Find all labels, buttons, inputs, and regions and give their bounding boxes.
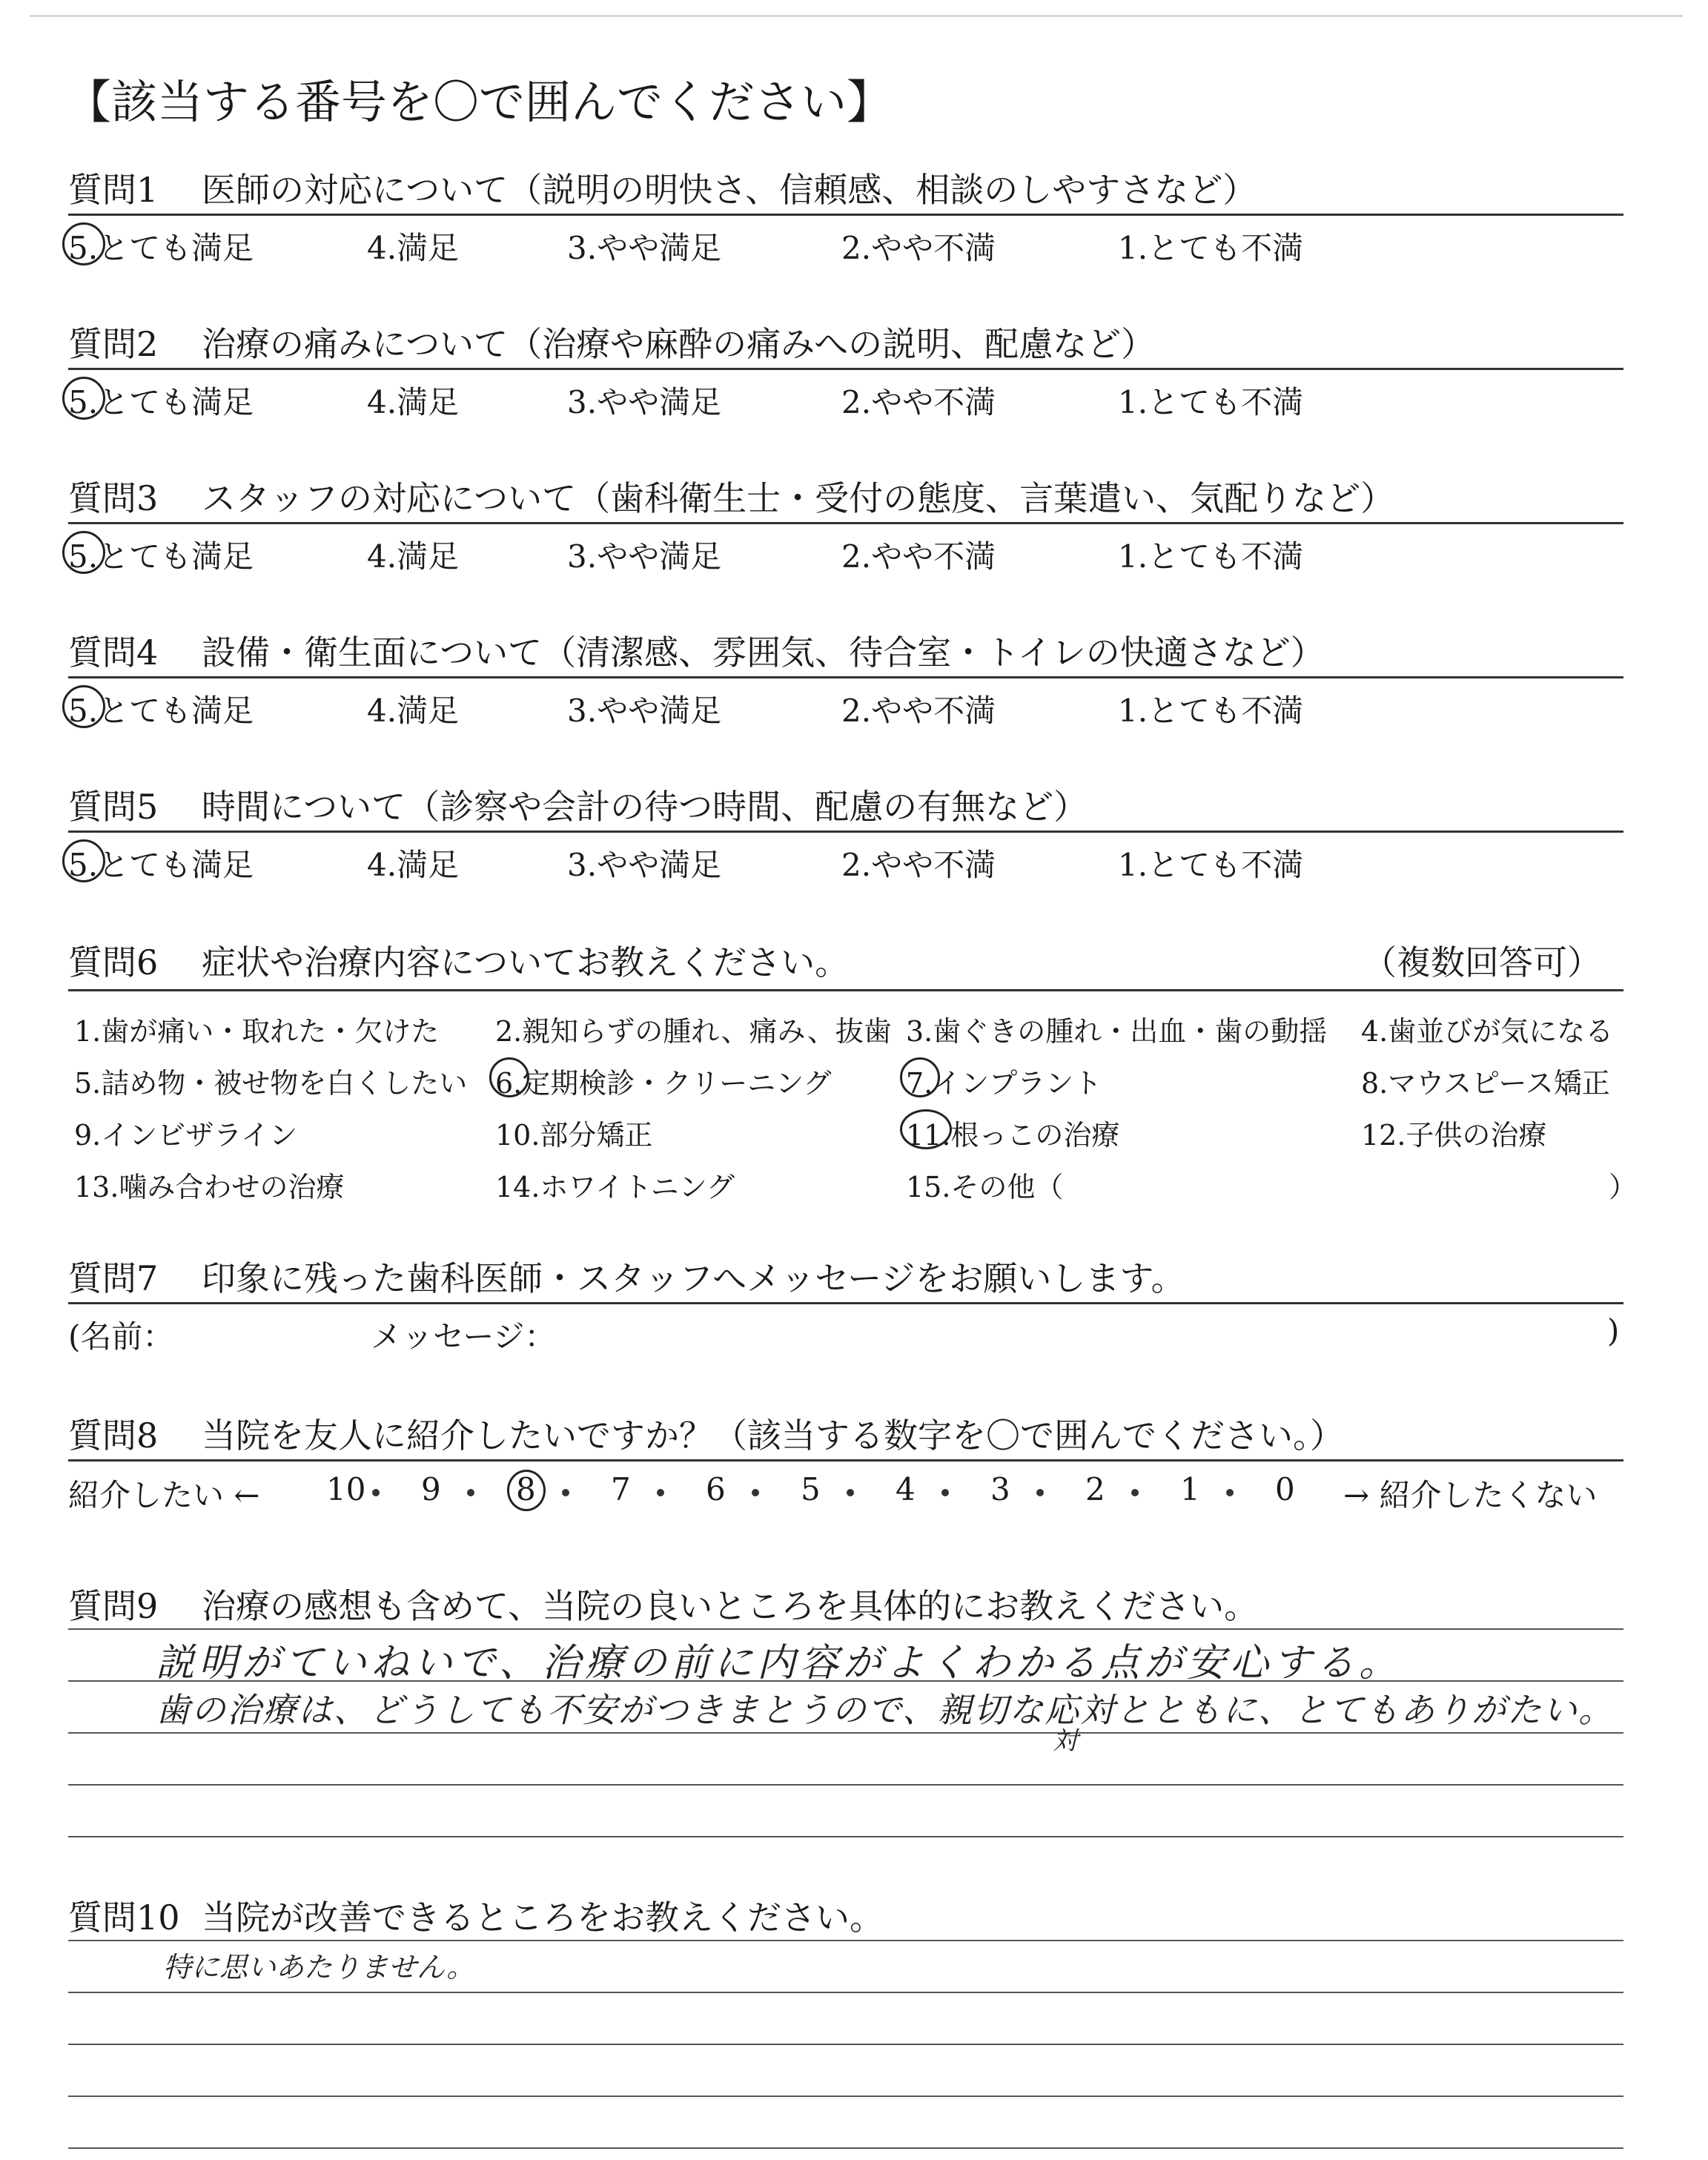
q5-option-4[interactable]: 4.満足 bbox=[367, 847, 460, 883]
q6-other-close: ） bbox=[1609, 1171, 1638, 1203]
q8-scale-7[interactable]: 7 bbox=[611, 1471, 631, 1507]
q9-line-0 bbox=[68, 1628, 1623, 1630]
q3-option-5[interactable]: 5.とても満足 bbox=[68, 538, 254, 575]
q8-scale-separator bbox=[1131, 1489, 1139, 1496]
q2-selected-circle bbox=[62, 377, 105, 420]
q9-line-4 bbox=[68, 1836, 1623, 1837]
q4-option-2[interactable]: 2.やや不満 bbox=[841, 693, 996, 729]
q8-number: 質問8 bbox=[68, 1416, 159, 1456]
q8-scale-9[interactable]: 9 bbox=[421, 1471, 441, 1507]
q8-scale-6[interactable]: 6 bbox=[706, 1471, 726, 1507]
q6-note: （複数回答可） bbox=[1363, 942, 1601, 982]
q8-scale-2[interactable]: 2 bbox=[1085, 1471, 1105, 1507]
q3-title bbox=[68, 472, 1394, 521]
q7-message-label[interactable]: メッセージ： bbox=[371, 1318, 556, 1355]
q6-option-12[interactable]: 12.子供の治療 bbox=[1361, 1119, 1547, 1152]
q4-title bbox=[68, 626, 1325, 675]
q2-option-1[interactable]: 1.とても不満 bbox=[1118, 384, 1304, 420]
q8-rule bbox=[68, 1459, 1623, 1462]
q4-option-4[interactable]: 4.満足 bbox=[367, 693, 460, 729]
q1-number: 質問1 bbox=[68, 170, 159, 210]
q10-answer-line-1: 特に思いあたりません。 bbox=[163, 1951, 475, 1984]
q6-option-3[interactable]: 3.歯ぐきの腫れ・出血・歯の動揺 bbox=[906, 1015, 1328, 1048]
q8-text: 当院を友人に紹介したいですか？（該当する数字を〇で囲んでください。） bbox=[202, 1416, 1344, 1456]
q8-scale-8[interactable]: 8 bbox=[516, 1471, 536, 1507]
q9-answer-line-1: 説明がていねいで、治療の前に内容がよくわかる点が安心する。 bbox=[156, 1641, 1402, 1685]
q8-title bbox=[68, 1409, 1344, 1458]
q9-correction: 対 bbox=[1053, 1726, 1078, 1756]
q1-rule bbox=[68, 214, 1623, 216]
q8-scale-4[interactable]: 4 bbox=[896, 1471, 916, 1507]
q10-title bbox=[68, 1891, 884, 1940]
q6-option-1[interactable]: 1.歯が痛い・取れた・欠けた bbox=[74, 1015, 440, 1048]
q4-selected-circle bbox=[62, 685, 105, 728]
q8-scale-separator bbox=[1226, 1489, 1234, 1496]
q6-option-4[interactable]: 4.歯並びが気になる bbox=[1361, 1015, 1614, 1048]
q7-close: ) bbox=[1607, 1312, 1620, 1349]
q1-option-2[interactable]: 2.やや不満 bbox=[841, 230, 996, 266]
q6-option-2[interactable]: 2.親知らずの腫れ、痛み、抜歯 bbox=[495, 1015, 892, 1048]
q6-option-7[interactable]: 7.インプラント bbox=[906, 1067, 1102, 1100]
q8-scale-separator bbox=[752, 1489, 759, 1496]
q1-option-3[interactable]: 3.やや満足 bbox=[567, 230, 722, 266]
q1-selected-circle bbox=[62, 222, 105, 265]
q2-text: 治療の痛みについて（治療や麻酔の痛みへの説明、配慮など） bbox=[202, 324, 1156, 364]
q4-rule bbox=[68, 676, 1623, 678]
q10-number: 質問10 bbox=[68, 1898, 180, 1938]
q4-option-1[interactable]: 1.とても不満 bbox=[1118, 693, 1304, 729]
q3-option-4[interactable]: 4.満足 bbox=[367, 538, 460, 575]
q8-scale-separator bbox=[1036, 1489, 1044, 1496]
q6-option-11[interactable]: 11.根っこの治療 bbox=[906, 1119, 1120, 1152]
q7-rule bbox=[68, 1302, 1623, 1304]
q8-scale-separator bbox=[562, 1489, 569, 1496]
q8-scale-separator bbox=[372, 1489, 380, 1496]
q9-title bbox=[68, 1579, 1258, 1628]
q8-scale-separator bbox=[847, 1489, 854, 1496]
q8-scale-3[interactable]: 3 bbox=[990, 1471, 1010, 1507]
q2-option-5[interactable]: 5.とても満足 bbox=[68, 384, 254, 420]
q5-rule bbox=[68, 830, 1623, 833]
q9-number: 質問9 bbox=[68, 1586, 159, 1626]
q1-option-1[interactable]: 1.とても不満 bbox=[1118, 230, 1304, 266]
q6-selected-circle-7 bbox=[900, 1057, 940, 1097]
q3-option-2[interactable]: 2.やや不満 bbox=[841, 538, 996, 575]
page-title: 【該当する番号を〇で囲んでください】 bbox=[65, 75, 893, 129]
q2-title bbox=[68, 317, 1155, 366]
q9-line-3 bbox=[68, 1784, 1623, 1786]
q6-title bbox=[68, 936, 849, 985]
q8-right-label: → 紹介したくない bbox=[1343, 1477, 1598, 1513]
q10-line-1 bbox=[68, 1992, 1623, 1993]
q8-scale-1[interactable]: 1 bbox=[1180, 1471, 1200, 1507]
q10-line-2 bbox=[68, 2044, 1623, 2045]
q7-title bbox=[68, 1252, 1185, 1301]
q5-option-5[interactable]: 5.とても満足 bbox=[68, 847, 254, 883]
q5-option-1[interactable]: 1.とても不満 bbox=[1118, 847, 1304, 883]
q10-line-4 bbox=[68, 2147, 1623, 2149]
q1-title bbox=[68, 163, 1257, 212]
top-edge-line bbox=[30, 15, 1683, 17]
q6-option-15[interactable]: 15.その他（ bbox=[906, 1171, 1064, 1203]
q4-text: 設備・衛生面について（清潔感、雰囲気、待合室・トイレの快適さなど） bbox=[202, 633, 1325, 673]
q2-number: 質問2 bbox=[68, 324, 159, 364]
q6-rule bbox=[68, 989, 1623, 991]
q3-rule bbox=[68, 522, 1623, 524]
q9-text: 治療の感想も含めて、当院の良いところを具体的にお教えください。 bbox=[202, 1586, 1259, 1626]
q6-option-13[interactable]: 13.噛み合わせの治療 bbox=[74, 1171, 345, 1203]
q8-scale-separator bbox=[467, 1489, 474, 1496]
q6-option-9[interactable]: 9.インビザライン bbox=[74, 1119, 298, 1152]
q5-number: 質問5 bbox=[68, 787, 159, 827]
q4-option-5[interactable]: 5.とても満足 bbox=[68, 693, 254, 729]
q7-name-label[interactable]: (名前： bbox=[68, 1318, 174, 1355]
q10-line-0 bbox=[68, 1940, 1623, 1941]
q8-selected-circle bbox=[507, 1470, 546, 1511]
q5-selected-circle bbox=[62, 839, 105, 882]
q5-option-3[interactable]: 3.やや満足 bbox=[567, 847, 722, 883]
q5-text: 時間について（診察や会計の待つ時間、配慮の有無など） bbox=[202, 787, 1088, 827]
q8-scale-0[interactable]: 0 bbox=[1275, 1471, 1295, 1507]
q5-option-2[interactable]: 2.やや不満 bbox=[841, 847, 996, 883]
q6-option-6[interactable]: 6.定期検診・クリーニング bbox=[495, 1067, 832, 1100]
q8-scale-separator bbox=[941, 1489, 949, 1496]
q6-option-10[interactable]: 10.部分矯正 bbox=[495, 1119, 653, 1152]
q5-title bbox=[68, 780, 1088, 829]
q9-line-2 bbox=[68, 1732, 1623, 1734]
q1-text: 医師の対応について（説明の明快さ、信頼感、相談のしやすさなど） bbox=[202, 170, 1257, 210]
q10-text: 当院が改善できるところをお教えください。 bbox=[202, 1898, 884, 1938]
q4-number: 質問4 bbox=[68, 633, 159, 673]
q3-number: 質問3 bbox=[68, 478, 159, 518]
q6-option-5[interactable]: 5.詰め物・被せ物を白くしたい bbox=[74, 1067, 468, 1100]
q1-option-5[interactable]: 5.とても満足 bbox=[68, 230, 254, 266]
q3-option-1[interactable]: 1.とても不満 bbox=[1118, 538, 1304, 575]
q4-option-3[interactable]: 3.やや満足 bbox=[567, 693, 722, 729]
q7-number: 質問7 bbox=[68, 1258, 159, 1298]
q6-option-14[interactable]: 14.ホワイトニング bbox=[495, 1171, 735, 1203]
q6-option-8[interactable]: 8.マウスピース矯正 bbox=[1361, 1067, 1610, 1100]
q9-answer-line-2: 歯の治療は、どうしても不安がつきまとうので、親切な応対とともに、とてもありがたい。 bbox=[156, 1690, 1615, 1730]
q10-line-3 bbox=[68, 2095, 1623, 2097]
q2-option-3[interactable]: 3.やや満足 bbox=[567, 384, 722, 420]
q2-option-2[interactable]: 2.やや不満 bbox=[841, 384, 996, 420]
q3-selected-circle bbox=[62, 531, 105, 574]
q2-rule bbox=[68, 368, 1623, 370]
q6-text: 症状や治療内容についてお教えください。 bbox=[202, 942, 850, 982]
q2-option-4[interactable]: 4.満足 bbox=[367, 384, 460, 420]
q6-selected-circle-11 bbox=[900, 1109, 952, 1149]
q3-option-3[interactable]: 3.やや満足 bbox=[567, 538, 722, 575]
q8-scale-separator bbox=[657, 1489, 664, 1496]
q1-option-4[interactable]: 4.満足 bbox=[367, 230, 460, 266]
q8-scale-10[interactable]: 10 bbox=[326, 1471, 366, 1507]
q8-left-label: 紹介したい ← bbox=[68, 1477, 260, 1513]
q3-text: スタッフの対応について（歯科衛生士・受付の態度、言葉遣い、気配りなど） bbox=[202, 478, 1395, 518]
q7-text: 印象に残った歯科医師・スタッフへメッセージをお願いします。 bbox=[202, 1258, 1185, 1298]
q6-selected-circle-6 bbox=[489, 1057, 529, 1097]
q6-number: 質問6 bbox=[68, 942, 159, 982]
q8-scale-5[interactable]: 5 bbox=[801, 1471, 821, 1507]
